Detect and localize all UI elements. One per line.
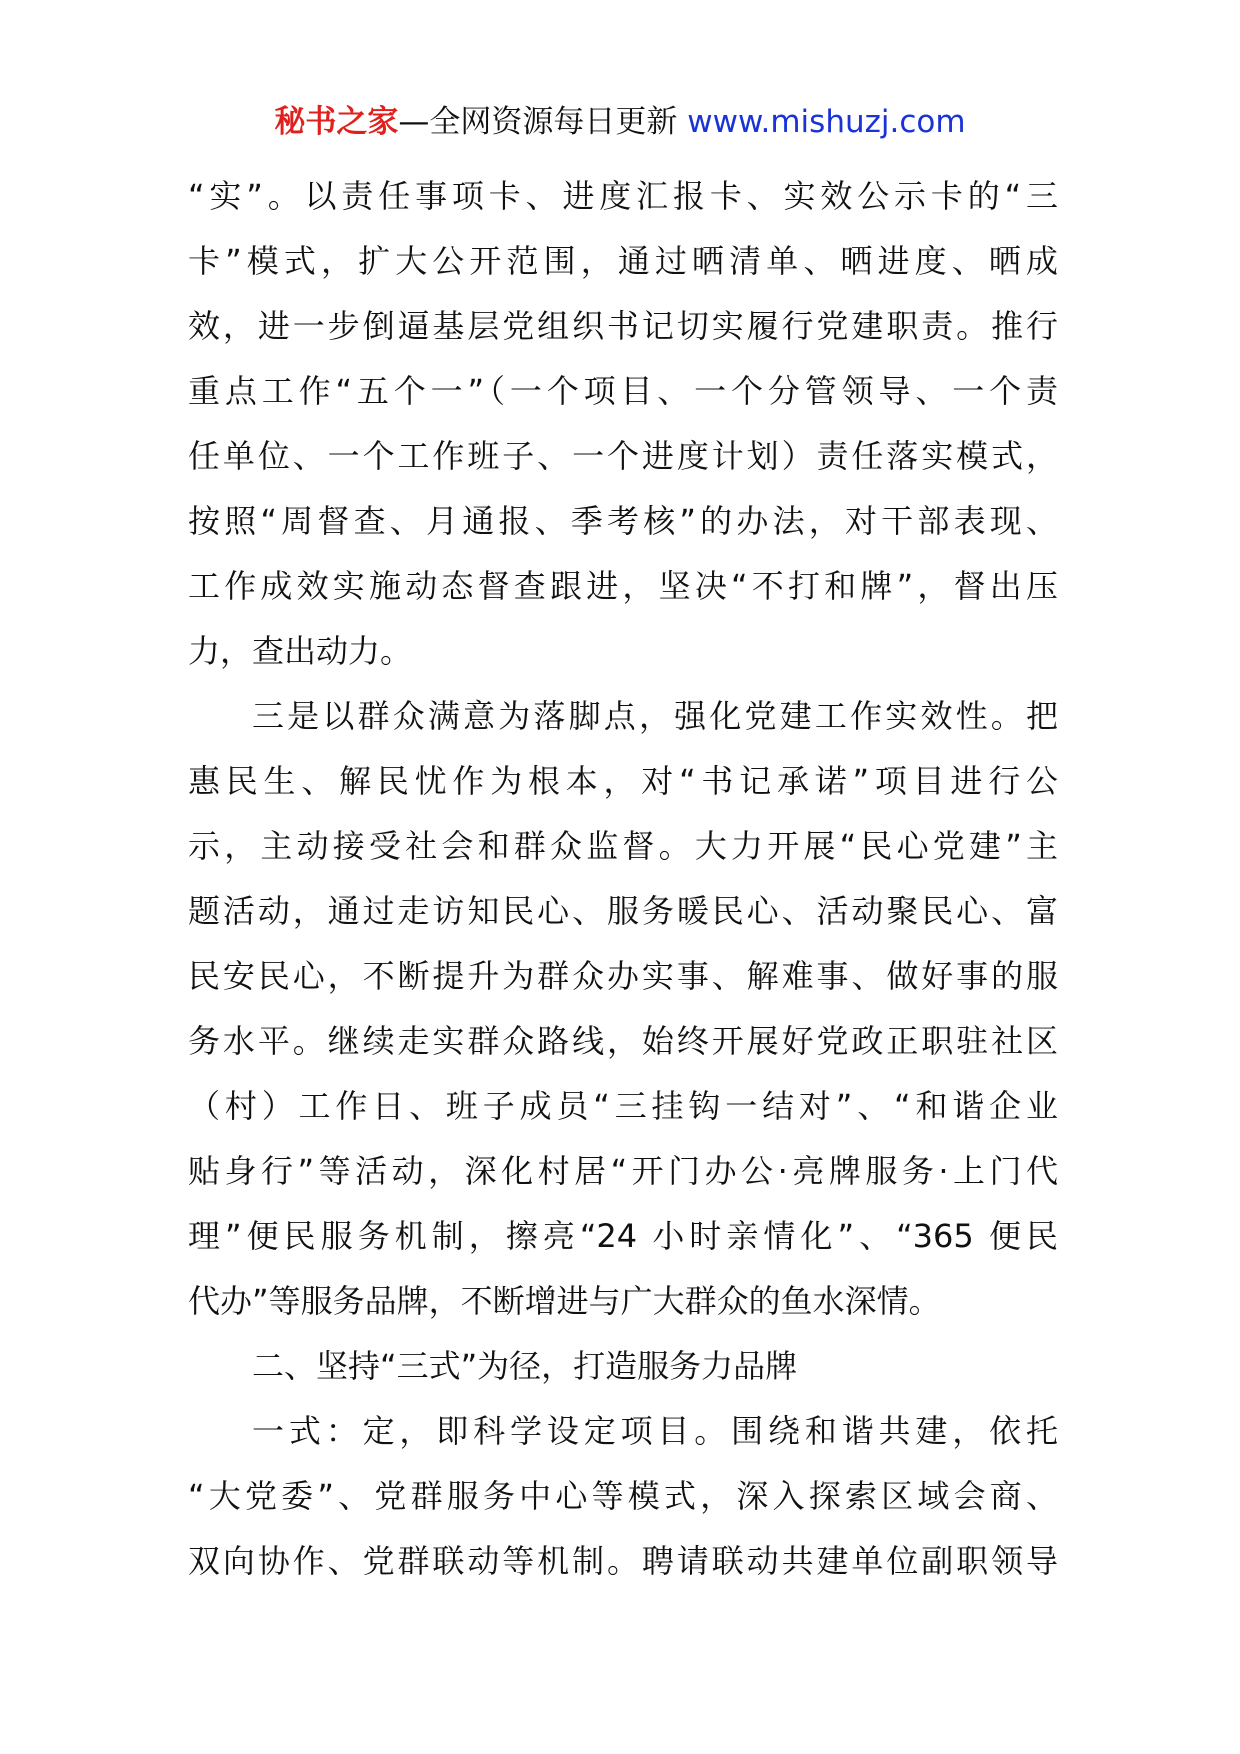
body-line: 惠民生、解民忧作为根本，对“书记承诺”项目进行公	[188, 762, 1058, 800]
body-line: 卡”模式，扩大公开范围，通过晒清单、晒进度、晒成	[188, 242, 1058, 280]
body-line: “大党委”、党群服务中心等模式，深入探索区域会商、	[188, 1477, 1058, 1515]
body-line: 民安民心，不断提升为群众办实事、解难事、做好事的服	[188, 957, 1058, 995]
section-heading: 二、坚持“三式”为径，打造服务力品牌	[252, 1347, 798, 1385]
body-line: 务水平。继续走实群众路线，始终开展好党政正职驻社区	[188, 1022, 1058, 1060]
site-tagline: —全网资源每日更新	[398, 104, 688, 140]
body-line: 力，查出动力。	[188, 632, 413, 670]
body-line: 理”便民服务机制，擦亮“24 小时亲情化”、“365 便民	[188, 1217, 1058, 1255]
document-body	[188, 164, 1058, 1594]
paragraph-first-line: 三是以群众满意为落脚点，强化党建工作实效性。把	[252, 697, 1058, 735]
body-line: 贴身行”等活动，深化村居“开门办公·亮牌服务·上门代	[188, 1152, 1058, 1190]
body-line: 代办”等服务品牌，不断增进与广大群众的鱼水深情。	[188, 1282, 941, 1320]
site-url-link[interactable]: www.mishuzj.com	[687, 104, 966, 140]
body-line: 示，主动接受社会和群众监督。大力开展“民心党建”主	[188, 827, 1058, 865]
paragraph-first-line: 一式：定，即科学设定项目。围绕和谐共建，依托	[252, 1412, 1058, 1450]
site-header	[0, 100, 1240, 144]
body-line: （村）工作日、班子成员“三挂钩一结对”、“和谐企业	[188, 1087, 1058, 1125]
body-line: 按照“周督查、月通报、季考核”的办法，对干部表现、	[188, 502, 1058, 540]
body-line: 题活动，通过走访知民心、服务暖民心、活动聚民心、富	[188, 892, 1058, 930]
body-line: 效，进一步倒逼基层党组织书记切实履行党建职责。推行	[188, 307, 1058, 345]
body-line: 重点工作“五个一”（一个项目、一个分管领导、一个责	[188, 372, 1058, 410]
body-line: 工作成效实施动态督查跟进，坚决“不打和牌”，督出压	[188, 567, 1058, 605]
site-brand: 秘书之家	[274, 104, 399, 140]
body-line: 任单位、一个工作班子、一个进度计划）责任落实模式，	[188, 437, 1058, 475]
body-line: 双向协作、党群联动等机制。聘请联动共建单位副职领导	[188, 1542, 1058, 1580]
body-line: “实”。以责任事项卡、进度汇报卡、实效公示卡的“三	[188, 177, 1058, 215]
